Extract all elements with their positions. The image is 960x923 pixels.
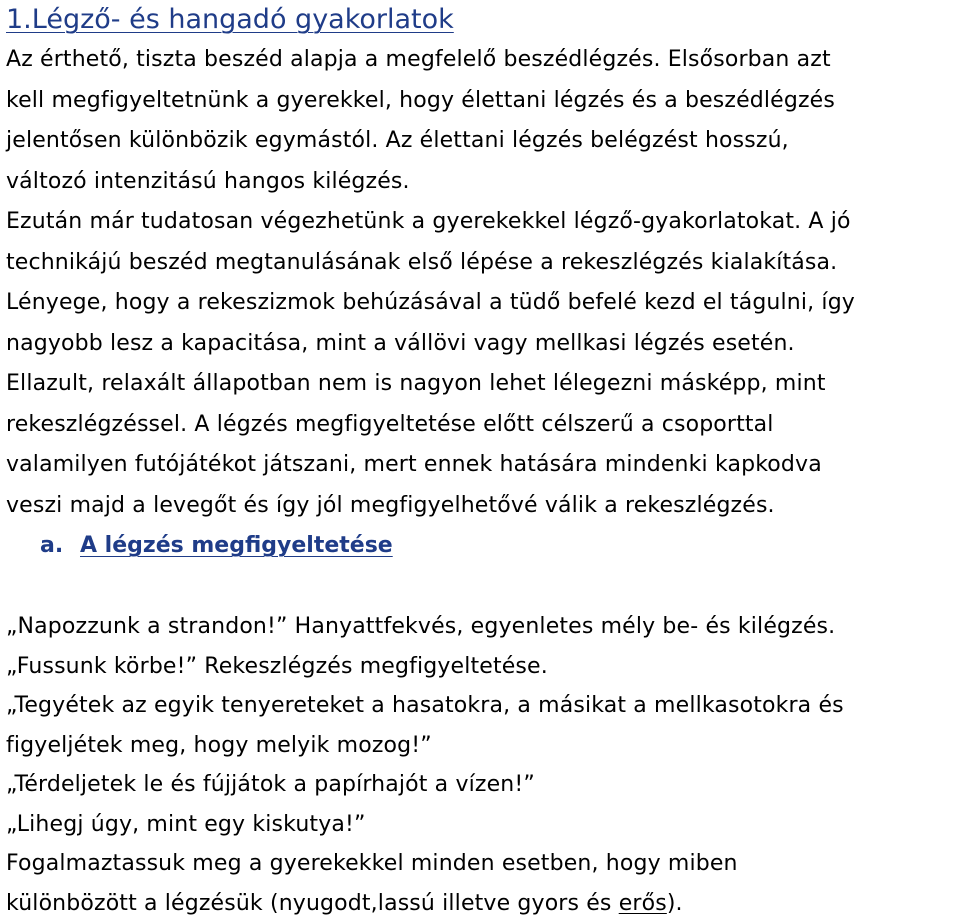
paragraph-line: rekeszlégzéssel. A légzés megfigyeltetése előtt célszerű a csoporttal bbox=[6, 405, 956, 446]
paragraph-line: Ellazult, relaxált állapotban nem is nagyon lehet lélegezni másképp, mint bbox=[6, 364, 956, 405]
exercise-list bbox=[6, 607, 956, 923]
paragraph-line: valamilyen futójátékot játszani, mert ennek hatására mindenki kapkodva bbox=[6, 445, 956, 486]
document-page bbox=[6, 0, 956, 923]
intro-paragraph bbox=[6, 40, 956, 526]
paragraph-line: veszi majd a levegőt és így jól megfigyelhetővé válik a rekeszlégzés. bbox=[6, 486, 956, 527]
exercise-line: „Térdeljetek le és fújjátok a papírhajót a vízen!” bbox=[6, 765, 956, 805]
paragraph-line: Ezután már tudatosan végezhetünk a gyerekekkel légző-gyakorlatokat. A jó bbox=[6, 202, 956, 243]
subsection-number: a. bbox=[40, 526, 80, 566]
spacer bbox=[6, 566, 956, 607]
closing-text-before: különbözött a légzésük (nyugodt,lassú illetve gyors és bbox=[6, 891, 619, 916]
closing-text-underlined: erős bbox=[619, 891, 667, 916]
exercise-line: „Napozzunk a strandon!” Hanyattfekvés, egyenletes mély be- és kilégzés. bbox=[6, 607, 956, 647]
paragraph-line: jelentősen különbözik egymástól. Az élettani légzés belégzést hosszú, bbox=[6, 121, 956, 162]
section-heading: 1.Légző- és hangadó gyakorlatok bbox=[6, 0, 956, 40]
exercise-line: „Lihegj úgy, mint egy kiskutya!” bbox=[6, 805, 956, 845]
paragraph-line: technikájú beszéd megtanulásának első lépése a rekeszlégzés kialakítása. bbox=[6, 243, 956, 284]
paragraph-line: Lényege, hogy a rekeszizmok behúzásával a tüdő befelé kezd el tágulni, így bbox=[6, 283, 956, 324]
exercise-line: figyeljétek meg, hogy melyik mozog!” bbox=[6, 726, 956, 766]
exercise-line: Fogalmaztassuk meg a gyerekekkel minden esetben, hogy miben bbox=[6, 844, 956, 884]
exercise-line: „Tegyétek az egyik tenyereteket a hasatokra, a másikat a mellkasotokra és bbox=[6, 686, 956, 726]
exercise-line: „Fussunk körbe!” Rekeszlégzés megfigyeltetése. bbox=[6, 647, 956, 687]
closing-text-after: ). bbox=[667, 891, 683, 916]
subsection-heading bbox=[6, 526, 956, 566]
paragraph-line: változó intenzitású hangos kilégzés. bbox=[6, 162, 956, 203]
paragraph-line: kell megfigyeltetnünk a gyerekkel, hogy élettani légzés és a beszédlégzés bbox=[6, 81, 956, 122]
paragraph-line: Az érthető, tiszta beszéd alapja a megfelelő beszédlégzés. Elsősorban azt bbox=[6, 40, 956, 81]
closing-line bbox=[6, 884, 956, 923]
subsection-title-link[interactable]: A légzés megfigyeltetése bbox=[80, 533, 393, 558]
paragraph-line: nagyobb lesz a kapacitása, mint a vállövi vagy mellkasi légzés esetén. bbox=[6, 324, 956, 365]
